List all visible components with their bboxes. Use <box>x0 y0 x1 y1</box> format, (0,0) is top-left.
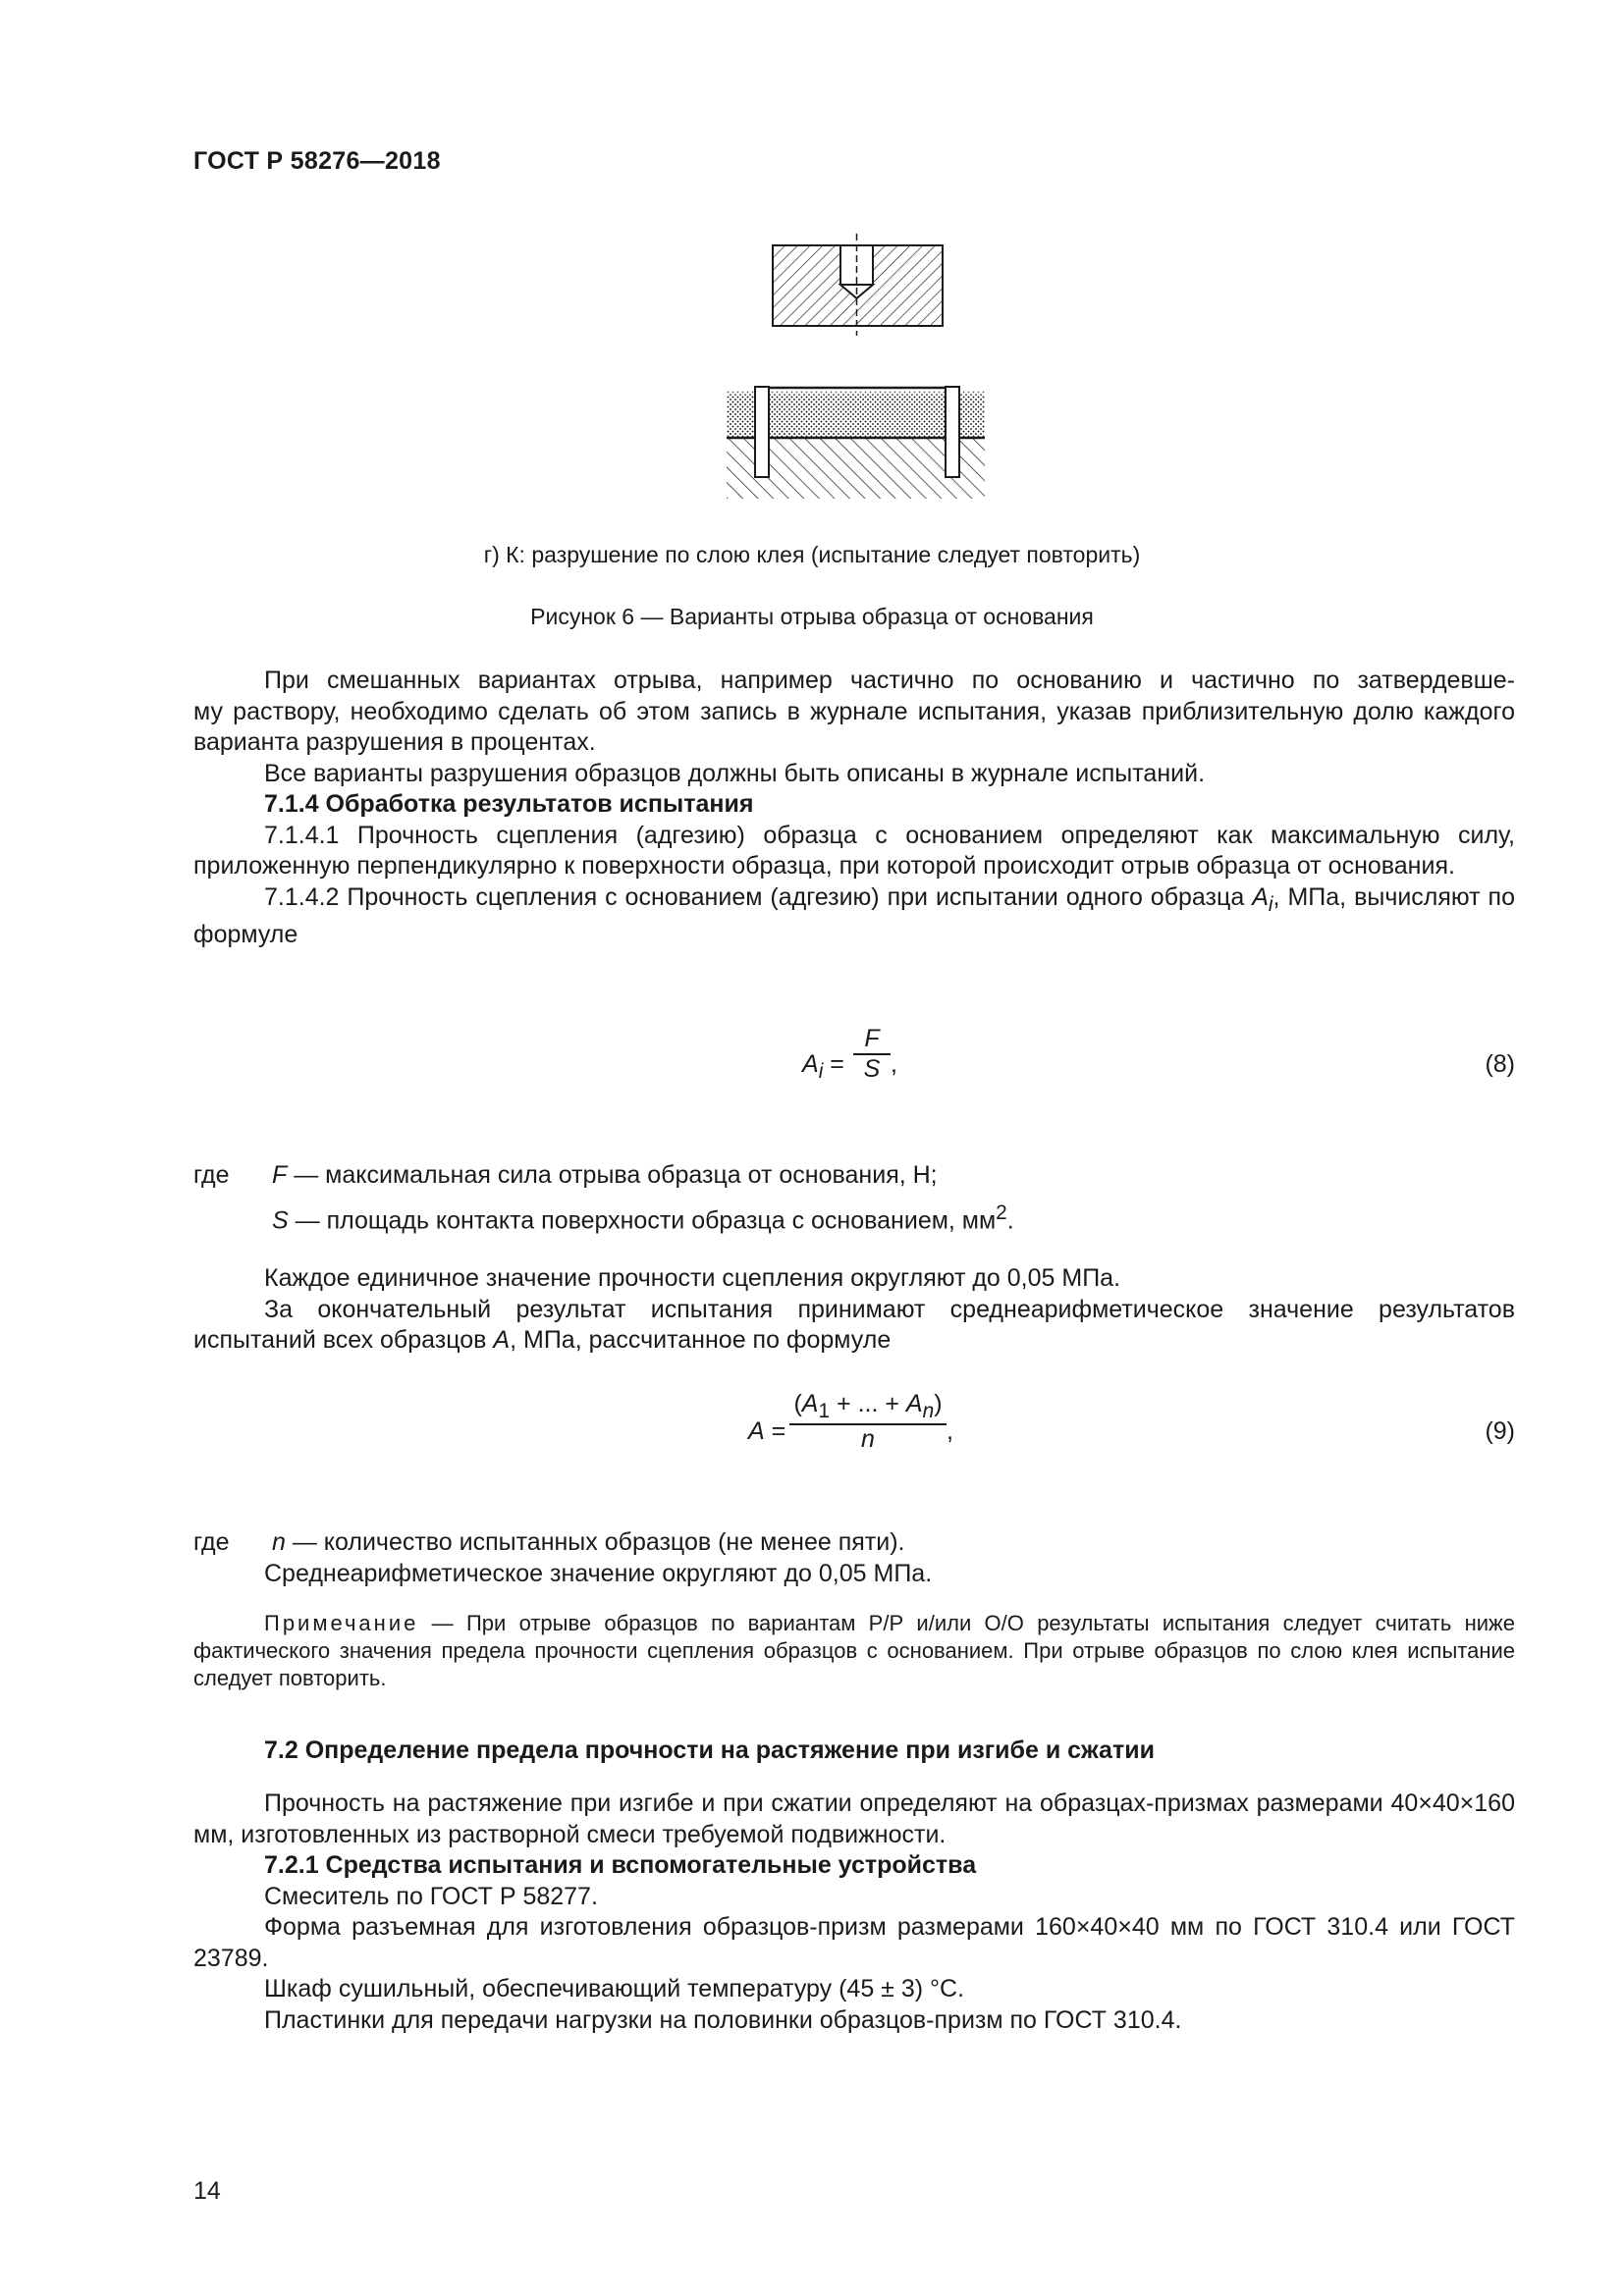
document-code: ГОСТ Р 58276—2018 <box>193 147 441 175</box>
paragraph-final-result: За окончательный результат испытания принимают среднеарифметическое значение результатов испытаний всех образцов A, МПа, рассчитанное по формуле <box>193 1295 1515 1354</box>
paragraph-mixer: Смеситель по ГОСТ Р 58277. <box>264 1882 598 1910</box>
body-text-2 <box>193 1263 1515 1357</box>
formula-9-lhs: A = <box>748 1417 786 1445</box>
heading-7-2: 7.2 Определение предела прочности на растяжение при изгибе и сжатии <box>264 1736 1155 1764</box>
figure-caption: Рисунок 6 — Варианты отрыва образца от основания <box>530 604 1094 629</box>
paragraph-mixed-failure-cont: му раствору, необходимо сделать об этом запись в журнале испытания, указав приблизительную долю каждого варианта разрушения в процентах. <box>193 697 1515 756</box>
section-7-2-body <box>193 1789 1515 2036</box>
note-label: Примечание <box>264 1611 419 1635</box>
paragraph-plates: Пластинки для передачи нагрузки на половинки образцов-призм по ГОСТ 310.4. <box>264 2005 1182 2034</box>
where-8-item-s: S — площадь контакта поверхности образца с основанием, $мм^2$. <box>272 1201 1014 1235</box>
figure-drawing <box>722 234 997 508</box>
formula-9: A = ($A_1$ + ... + $A_n$) n , (9) <box>748 1390 1515 1453</box>
paragraph-mould: Форма разъемная для изготовления образцов-призм размерами 160×40×40 мм по ГОСТ 310.4 или ГОСТ 23789. <box>193 1913 1515 1972</box>
page-number: 14 <box>193 2177 221 2205</box>
paragraph-7-1-4-1: 7.1.4.1 Прочность сцепления (адгезию) образца с основанием определяют как максимальную силу, приложенную перпендикулярно к поверхности образца, при которой происходит отрыв образца от основания. <box>193 821 1515 880</box>
paragraph-mixed-failure: При смешанных вариантах отрыва, например частично по основанию и частично по затвердевше- <box>264 667 1515 694</box>
stamp-plate <box>773 234 943 336</box>
formula-8-fraction: F S <box>853 1025 891 1084</box>
formula-9-fraction: ($A_1$ + ... + $A_n$) n <box>789 1390 947 1454</box>
where-9-item-n: n — количество испытанных образцов (не менее пяти). <box>272 1528 905 1556</box>
paragraph-rounding: Каждое единичное значение прочности сцепления округляют до 0,05 МПа. <box>264 1264 1121 1292</box>
formula-8: $A_i$ = F S , (8) <box>802 1025 1515 1083</box>
paragraph-7-1-4-2: 7.1.4.2 Прочность сцепления с основанием (адгезию) при испытании одного образца $A_i$, МПа, вычисляют по формуле <box>193 882 1515 948</box>
where-9: где n — количество испытанных образцов (не менее пяти). Среднеарифметическое значение округляют до 0,05 МПа. <box>193 1527 1515 1596</box>
var-a: A <box>1252 882 1269 911</box>
formula-8-lhs: $A_i$ = <box>802 1050 844 1083</box>
paragraph-all-variants: Все варианты разрушения образцов должны быть описаны в журнале испытаний. <box>264 759 1206 787</box>
section-7-2 <box>193 1735 1515 1767</box>
paragraph-7-2-intro: Прочность на растяжение при изгибе и при сжатии определяют на образцах-призмах размерами 40×40×160 мм, изготовленных из растворной смеси требуемой подвижности. <box>193 1789 1515 1848</box>
where-8-item-f: F — максимальная сила отрыва образца от основания, Н; <box>272 1161 938 1189</box>
heading-7-2-1: 7.2.1 Средства испытания и вспомогательные устройства <box>264 1851 977 1879</box>
note: Примечание — При отрыве образцов по вариантам Р/Р и/или О/О результаты испытания следует считать ниже фактического значения предела прочности сцепления образцов с основанием. При отрыве образцов по слою клея испытание следует повторить. <box>193 1611 1515 1690</box>
formula-9-number: (9) <box>1485 1417 1515 1445</box>
heading-7-1-4: 7.1.4 Обработка результатов испытания <box>264 790 754 818</box>
paragraph-oven: Шкаф сушильный, обеспечивающий температуру (45 ± 3) °С. <box>264 1975 965 2002</box>
where-9-rounding: Среднеарифметическое значение округляют до 0,05 МПа. <box>264 1560 933 1587</box>
where-8: где F — максимальная сила отрыва образца от основания, Н; S — площадь контакта поверхности образца с основанием, $мм^2$. <box>193 1160 1515 1229</box>
body-text-1 <box>193 666 1515 951</box>
formula-8-number: (8) <box>1485 1050 1515 1078</box>
figure-subcaption: г) К: разрушение по слою клея (испытание следует повторить) <box>483 542 1141 567</box>
